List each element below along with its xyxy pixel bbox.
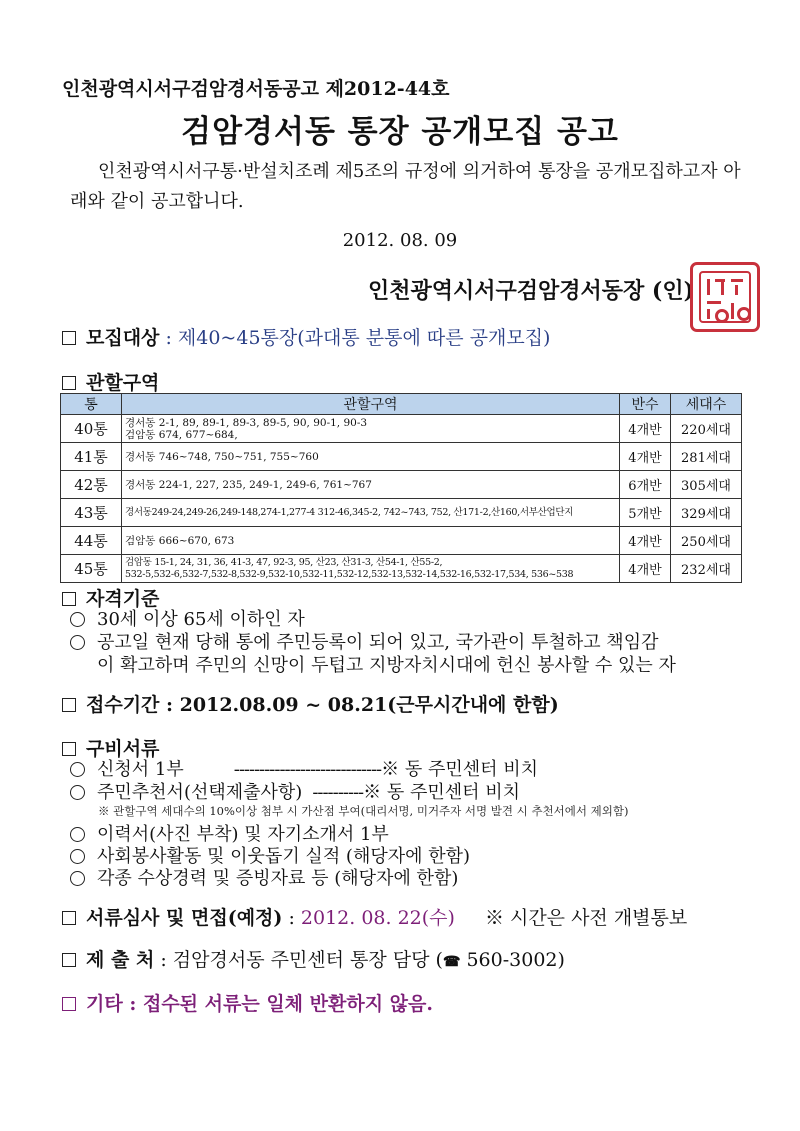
zone-line: 검암동 15-1, 24, 31, 36, 41-3, 47, 92-3, 95, 산23, 산31-3, 산54-1, 산55-2,: [125, 556, 443, 568]
table-row: [61, 527, 742, 555]
ban-cell: 4개반: [620, 555, 671, 583]
checkbox-square-icon: [62, 698, 76, 712]
ban-cell: 6개반: [620, 471, 671, 499]
period-label: 접수기간: [86, 694, 160, 716]
table-row: [61, 555, 742, 583]
table-row: [61, 415, 742, 443]
submit-section: [62, 945, 565, 972]
table-row: [61, 499, 742, 527]
document-note: ※ 동 주민센터 비치: [381, 759, 539, 780]
jurisdiction-label: 관할구역: [86, 372, 160, 394]
page-title: 검암경서동 통장 공개모집 공고: [181, 114, 619, 150]
document-text: 이력서(사진 부착) 및 자기소개서 1부: [97, 824, 389, 845]
interview-sep: :: [282, 907, 301, 929]
etc-section: [62, 989, 433, 1016]
zone-line: 경서동 746~748, 750~751, 755~760: [125, 450, 319, 463]
ban-cell: 4개반: [620, 443, 671, 471]
document-text: 각종 수상경력 및 증빙자료 등 (해당자에 한함): [97, 868, 459, 889]
intro-text: 인천광역시서구통·반설치조례 제5조의 규정에 의거하여 통장을 공개모집하고자 아래와 같이 공고합니다.: [70, 161, 741, 212]
tong-cell: 43통: [61, 499, 122, 527]
circle-bullet-icon: [70, 827, 85, 842]
tong-cell: 42통: [61, 471, 122, 499]
list-item: [70, 864, 458, 890]
checkbox-square-icon: [62, 742, 76, 756]
ban-cell: 4개반: [620, 527, 671, 555]
tong-cell: 41통: [61, 443, 122, 471]
zone-line: 경서동 2-1, 89, 89-1, 89-3, 89-5, 90, 90-1, 90-3: [125, 416, 368, 429]
qualification-text: 공고일 현재 당해 통에 주민등록이 되어 있고, 국가관이 투철하고 책임감: [97, 632, 659, 653]
list-item-continued: 이 확고하며 주민의 신망이 두텁고 지방자치시대에 헌신 봉사할 수 있는 자: [97, 655, 676, 676]
notice-reference: 인천광역시서구검암경서동공고 제2012-44호: [62, 78, 450, 100]
zone-line: 검암동 666~670, 673: [125, 534, 235, 547]
telephone-icon: ☎: [442, 954, 461, 970]
ban-cell: 5개반: [620, 499, 671, 527]
checkbox-square-icon: [62, 592, 76, 606]
zone-line: 경서동249-24,249-26,249-148,274-1,277-4 312-46,345-2, 742~743, 752, 산171-2,산160,서부산업단지: [125, 506, 574, 518]
period-section: [62, 690, 559, 717]
households-cell: 281세대: [671, 443, 742, 471]
table-header-row: [61, 394, 742, 415]
qualification-label: 자격기준: [86, 588, 160, 610]
interview-label: 서류심사 및 면접(예정): [86, 907, 283, 929]
ban-cell: 4개반: [620, 415, 671, 443]
column-header: 통: [61, 394, 122, 415]
households-cell: 220세대: [671, 415, 742, 443]
submit-sep: :: [154, 949, 173, 971]
document-text: 사회봉사활동 및 이웃돕기 실적 (해당자에 한함): [97, 846, 471, 867]
etc-label: 기타: [86, 993, 123, 1015]
checkbox-square-icon: [62, 953, 76, 967]
period-value: : 2012.08.09 ~ 08.21(근무시간내에 한함): [159, 694, 559, 716]
tong-cell: 44통: [61, 527, 122, 555]
circle-bullet-icon: [70, 635, 85, 650]
document-text: 신청서 1부: [97, 759, 184, 780]
circle-bullet-icon: [70, 849, 85, 864]
interview-date: 2012. 08. 22(수): [300, 907, 455, 929]
notice-date: 2012. 08. 09: [342, 230, 458, 251]
document-note: ※ 동 주민센터 비치: [363, 782, 521, 803]
circle-bullet-icon: [70, 785, 85, 800]
qualification-text: 30세 이상 65세 이하인 자: [97, 609, 305, 630]
recruit-sep: :: [159, 327, 178, 349]
tong-cell: 45통: [61, 555, 122, 583]
zone-line: 검암동 674, 677~684,: [125, 428, 238, 441]
document-text: 주민추천서(선택제출사항): [97, 782, 303, 803]
households-cell: 232세대: [671, 555, 742, 583]
checkbox-square-icon: [62, 331, 76, 345]
table-row: [61, 443, 742, 471]
list-item: [70, 778, 520, 804]
households-cell: 305세대: [671, 471, 742, 499]
submit-label: 제 출 처: [86, 949, 155, 971]
checkbox-square-icon: [62, 376, 76, 390]
submit-value: 검암경서동 주민센터 통장 담당 (: [172, 949, 443, 971]
issuer-name: 인천광역시서구검암경서동장 (인): [368, 278, 695, 304]
column-header: 세대수: [671, 394, 742, 415]
dash-leader: ----------: [312, 782, 364, 803]
zone-line: 532-5,532-6,532-7,532-8,532-9,532-10,532-11,532-12,532-13,532-14,532-16,532-17,534, 536~538: [125, 568, 574, 580]
zone-cell: [122, 415, 620, 443]
zone-cell: [122, 555, 620, 583]
zone-cell: [122, 499, 620, 527]
checkbox-square-icon: [62, 997, 76, 1011]
intro-paragraph: [70, 157, 742, 217]
interview-section: [62, 903, 687, 930]
zone-cell: [122, 471, 620, 499]
jurisdiction-table: [60, 393, 742, 583]
zone-cell: [122, 443, 620, 471]
zone-cell: [122, 527, 620, 555]
households-cell: 250세대: [671, 527, 742, 555]
jurisdiction-section: [62, 368, 159, 395]
interview-note: ※ 시간은 사전 개별통보: [484, 907, 688, 929]
recruit-label: 모집대상: [86, 327, 160, 349]
households-cell: 329세대: [671, 499, 742, 527]
zone-line: 경서동 224-1, 227, 235, 249-1, 249-6, 761~767: [125, 478, 372, 491]
column-header: 반수: [620, 394, 671, 415]
table-row: [61, 471, 742, 499]
recruit-value: 제40~45통장(과대통 분통에 따른 공개모집): [177, 327, 551, 349]
etc-value: : 접수된 서류는 일체 반환하지 않음.: [122, 993, 433, 1015]
documents-footnote: ※ 관할구역 세대수의 10%이상 첨부 시 가산점 부여(대리서명, 미거주자 서명 발견 시 추천서에서 제외함): [98, 804, 629, 818]
official-seal-icon: [690, 262, 760, 332]
circle-bullet-icon: [70, 871, 85, 886]
column-header: 관할구역: [122, 394, 620, 415]
checkbox-square-icon: [62, 911, 76, 925]
circle-bullet-icon: [70, 612, 85, 627]
documents-label: 구비서류: [86, 738, 160, 760]
circle-bullet-icon: [70, 762, 85, 777]
recruit-section: [62, 323, 550, 350]
dash-leader: -----------------------------: [233, 759, 382, 780]
submit-phone: 560-3002): [460, 949, 565, 971]
tong-cell: 40통: [61, 415, 122, 443]
